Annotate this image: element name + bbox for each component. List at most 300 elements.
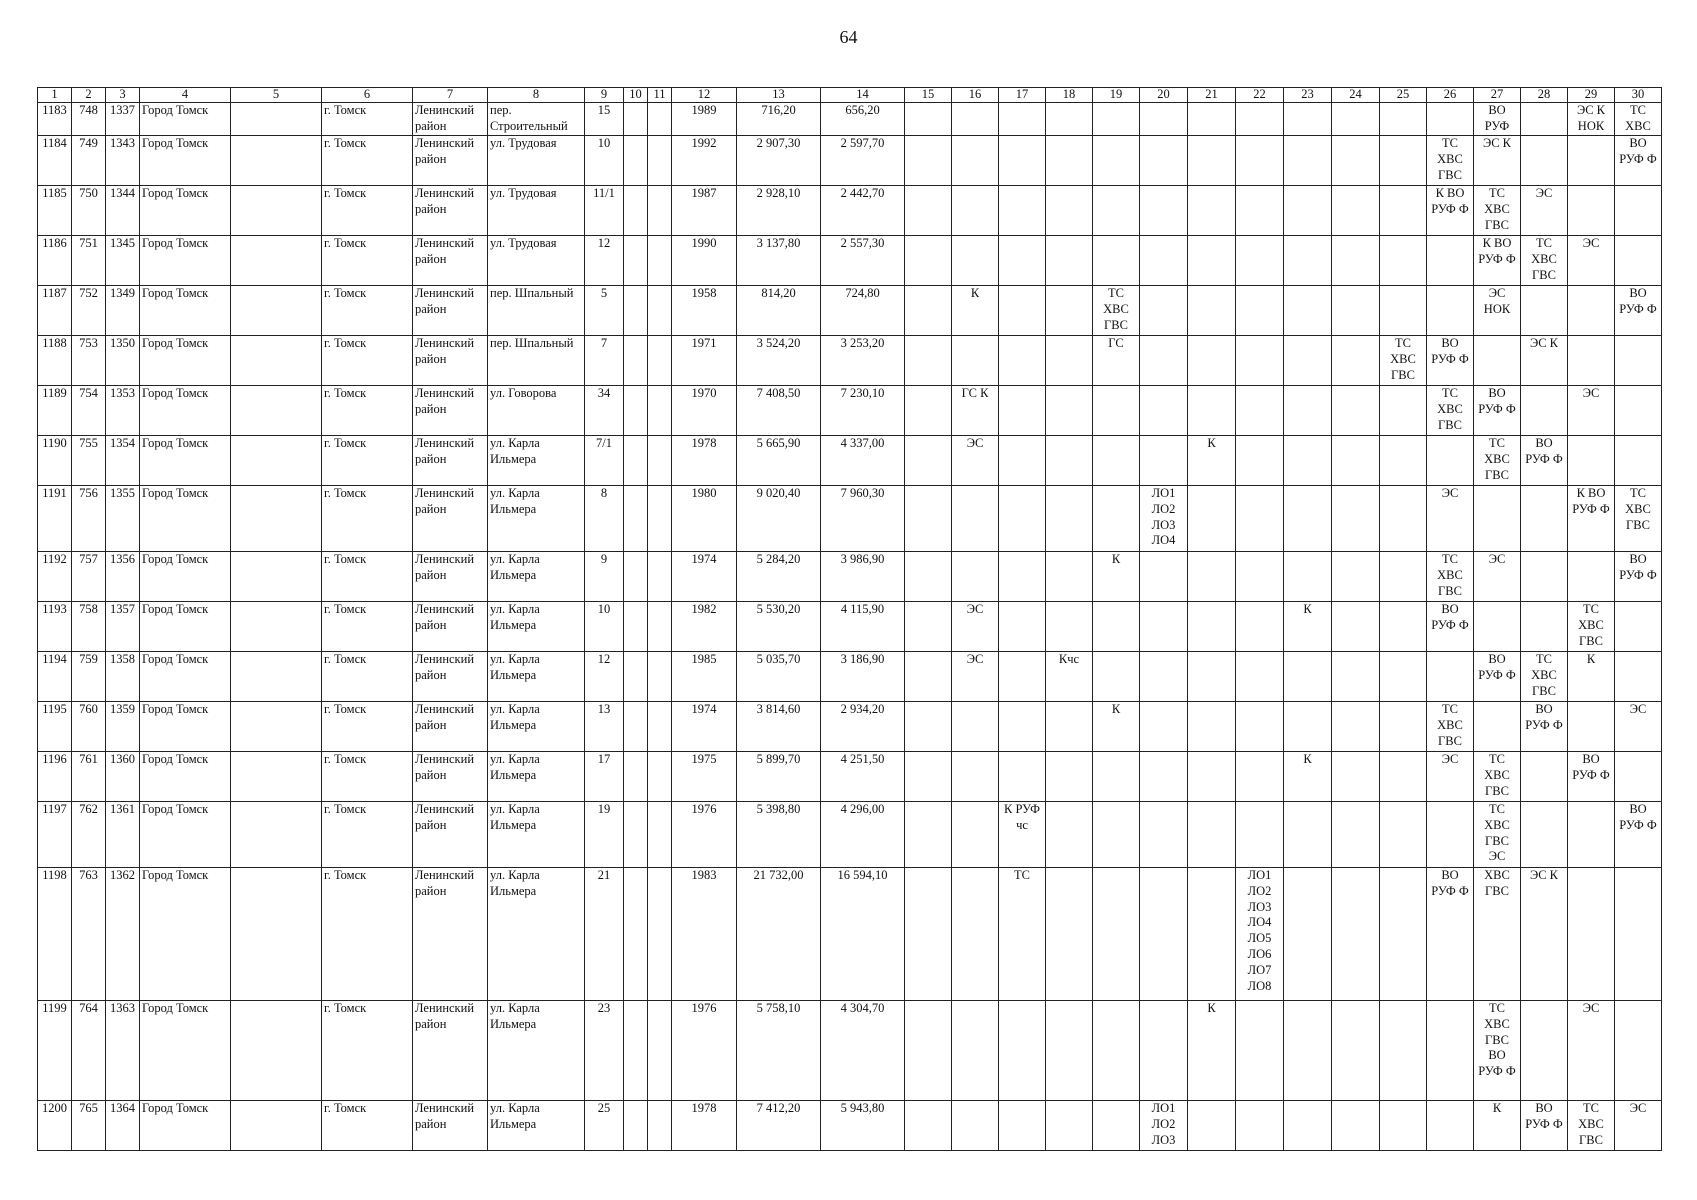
cell-col-4: Город Томск <box>140 802 231 868</box>
column-header-27: 27 <box>1474 88 1521 103</box>
cell-col-5 <box>231 286 322 336</box>
cell-col-7: Ленинский район <box>413 386 488 436</box>
cell-col-30 <box>1615 1001 1662 1101</box>
cell-col-13: 814,20 <box>737 286 821 336</box>
cell-col-23 <box>1284 1101 1332 1151</box>
cell-col-18 <box>1046 552 1093 602</box>
cell-col-3: 1337 <box>106 103 140 136</box>
table-row <box>38 136 1662 186</box>
cell-col-12: 1978 <box>672 1101 737 1151</box>
cell-col-14: 3 186,90 <box>821 652 905 702</box>
cell-col-24 <box>1332 552 1380 602</box>
cell-col-27 <box>1474 602 1521 652</box>
cell-col-8: пер. Шпальный <box>488 286 585 336</box>
cell-col-27: ЭС К <box>1474 136 1521 186</box>
cell-col-25 <box>1380 486 1427 552</box>
cell-col-22 <box>1236 136 1284 186</box>
cell-col-17 <box>999 336 1046 386</box>
column-header-16: 16 <box>952 88 999 103</box>
cell-col-4: Город Томск <box>140 652 231 702</box>
cell-col-14: 3 253,20 <box>821 336 905 386</box>
cell-col-25 <box>1380 386 1427 436</box>
cell-col-27: ТС ХВС ГВС <box>1474 186 1521 236</box>
table-row <box>38 1101 1662 1151</box>
cell-col-13: 5 035,70 <box>737 652 821 702</box>
cell-col-29 <box>1568 186 1615 236</box>
cell-col-5 <box>231 752 322 802</box>
cell-col-3: 1350 <box>106 336 140 386</box>
cell-col-8: ул. Трудовая <box>488 186 585 236</box>
cell-col-25 <box>1380 436 1427 486</box>
cell-col-28 <box>1521 286 1568 336</box>
cell-col-20 <box>1140 802 1188 868</box>
cell-col-27: ЭС НОК <box>1474 286 1521 336</box>
cell-col-21 <box>1188 236 1236 286</box>
cell-col-30 <box>1615 336 1662 386</box>
cell-col-19: К <box>1093 702 1140 752</box>
cell-col-14: 7 960,30 <box>821 486 905 552</box>
cell-col-25 <box>1380 236 1427 286</box>
cell-col-2: 752 <box>72 286 106 336</box>
cell-col-17 <box>999 602 1046 652</box>
cell-col-3: 1355 <box>106 486 140 552</box>
cell-col-30: ЭС <box>1615 702 1662 752</box>
cell-col-21 <box>1188 552 1236 602</box>
cell-col-23 <box>1284 1001 1332 1101</box>
cell-col-1: 1186 <box>38 236 72 286</box>
cell-col-5 <box>231 702 322 752</box>
cell-col-7: Ленинский район <box>413 286 488 336</box>
cell-col-25 <box>1380 1001 1427 1101</box>
cell-col-1: 1197 <box>38 802 72 868</box>
cell-col-24 <box>1332 752 1380 802</box>
cell-col-4: Город Томск <box>140 236 231 286</box>
cell-col-15 <box>905 103 952 136</box>
cell-col-9: 19 <box>585 802 624 868</box>
cell-col-7: Ленинский район <box>413 802 488 868</box>
cell-col-30 <box>1615 652 1662 702</box>
cell-col-11 <box>648 652 672 702</box>
cell-col-10 <box>624 652 648 702</box>
cell-col-20 <box>1140 136 1188 186</box>
cell-col-7: Ленинский район <box>413 486 488 552</box>
cell-col-23 <box>1284 552 1332 602</box>
cell-col-10 <box>624 386 648 436</box>
cell-col-23 <box>1284 436 1332 486</box>
cell-col-13: 9 020,40 <box>737 486 821 552</box>
cell-col-1: 1194 <box>38 652 72 702</box>
cell-col-22 <box>1236 186 1284 236</box>
cell-col-14: 724,80 <box>821 286 905 336</box>
cell-col-22: ЛО1 ЛО2 ЛО3 ЛО4 ЛО5 ЛО6 ЛО7 ЛО8 <box>1236 868 1284 1001</box>
cell-col-16: ГС К <box>952 386 999 436</box>
cell-col-26: К ВО РУФ Ф <box>1427 186 1474 236</box>
cell-col-3: 1361 <box>106 802 140 868</box>
cell-col-12: 1978 <box>672 436 737 486</box>
cell-col-8: ул. Карла Ильмера <box>488 802 585 868</box>
cell-col-22 <box>1236 486 1284 552</box>
cell-col-1: 1183 <box>38 103 72 136</box>
cell-col-26 <box>1427 802 1474 868</box>
cell-col-12: 1983 <box>672 868 737 1001</box>
cell-col-29: К <box>1568 652 1615 702</box>
cell-col-27 <box>1474 486 1521 552</box>
cell-col-11 <box>648 868 672 1001</box>
cell-col-2: 765 <box>72 1101 106 1151</box>
column-header-13: 13 <box>737 88 821 103</box>
cell-col-9: 12 <box>585 652 624 702</box>
cell-col-9: 8 <box>585 486 624 552</box>
cell-col-30 <box>1615 186 1662 236</box>
cell-col-27: ЭС <box>1474 552 1521 602</box>
cell-col-13: 2 907,30 <box>737 136 821 186</box>
cell-col-6: г. Томск <box>322 286 413 336</box>
cell-col-7: Ленинский район <box>413 602 488 652</box>
cell-col-2: 753 <box>72 336 106 386</box>
cell-col-16 <box>952 236 999 286</box>
cell-col-5 <box>231 1001 322 1101</box>
cell-col-7: Ленинский район <box>413 236 488 286</box>
table-row <box>38 486 1662 552</box>
cell-col-6: г. Томск <box>322 103 413 136</box>
cell-col-24 <box>1332 336 1380 386</box>
column-header-23: 23 <box>1284 88 1332 103</box>
cell-col-25 <box>1380 752 1427 802</box>
cell-col-21 <box>1188 386 1236 436</box>
cell-col-2: 754 <box>72 386 106 436</box>
cell-col-28: ЭС К <box>1521 336 1568 386</box>
cell-col-23 <box>1284 136 1332 186</box>
cell-col-9: 17 <box>585 752 624 802</box>
cell-col-30 <box>1615 386 1662 436</box>
cell-col-22 <box>1236 386 1284 436</box>
cell-col-28: ЭС К <box>1521 868 1568 1001</box>
cell-col-9: 12 <box>585 236 624 286</box>
cell-col-16: К <box>952 286 999 336</box>
cell-col-1: 1192 <box>38 552 72 602</box>
cell-col-28: ВО РУФ Ф <box>1521 1101 1568 1151</box>
cell-col-29: ЭС К НОК <box>1568 103 1615 136</box>
cell-col-13: 7 412,20 <box>737 1101 821 1151</box>
cell-col-28 <box>1521 103 1568 136</box>
cell-col-9: 25 <box>585 1101 624 1151</box>
cell-col-9: 15 <box>585 103 624 136</box>
cell-col-17 <box>999 702 1046 752</box>
cell-col-22 <box>1236 802 1284 868</box>
cell-col-5 <box>231 802 322 868</box>
cell-col-13: 21 732,00 <box>737 868 821 1001</box>
cell-col-13: 3 524,20 <box>737 336 821 386</box>
cell-col-12: 1982 <box>672 602 737 652</box>
cell-col-28: ВО РУФ Ф <box>1521 702 1568 752</box>
cell-col-30: ТС ХВС <box>1615 103 1662 136</box>
cell-col-8: ул. Трудовая <box>488 136 585 186</box>
cell-col-6: г. Томск <box>322 386 413 436</box>
cell-col-20 <box>1140 103 1188 136</box>
cell-col-6: г. Томск <box>322 802 413 868</box>
cell-col-12: 1980 <box>672 486 737 552</box>
cell-col-10 <box>624 336 648 386</box>
cell-col-24 <box>1332 602 1380 652</box>
cell-col-4: Город Томск <box>140 286 231 336</box>
cell-col-16 <box>952 486 999 552</box>
cell-col-15 <box>905 186 952 236</box>
cell-col-30: ВО РУФ Ф <box>1615 136 1662 186</box>
column-header-20: 20 <box>1140 88 1188 103</box>
cell-col-29: ЭС <box>1568 1001 1615 1101</box>
cell-col-9: 7 <box>585 336 624 386</box>
cell-col-30 <box>1615 868 1662 1001</box>
cell-col-19 <box>1093 1001 1140 1101</box>
cell-col-29 <box>1568 136 1615 186</box>
cell-col-7: Ленинский район <box>413 552 488 602</box>
cell-col-13: 5 398,80 <box>737 802 821 868</box>
cell-col-1: 1187 <box>38 286 72 336</box>
cell-col-2: 763 <box>72 868 106 1001</box>
cell-col-27: ВО РУФ Ф <box>1474 386 1521 436</box>
cell-col-13: 716,20 <box>737 103 821 136</box>
cell-col-9: 10 <box>585 136 624 186</box>
cell-col-14: 4 304,70 <box>821 1001 905 1101</box>
cell-col-1: 1190 <box>38 436 72 486</box>
cell-col-8: ул. Карла Ильмера <box>488 552 585 602</box>
cell-col-30 <box>1615 236 1662 286</box>
column-header-21: 21 <box>1188 88 1236 103</box>
column-header-26: 26 <box>1427 88 1474 103</box>
cell-col-11 <box>648 436 672 486</box>
cell-col-15 <box>905 602 952 652</box>
cell-col-23: К <box>1284 752 1332 802</box>
cell-col-4: Город Томск <box>140 486 231 552</box>
cell-col-8: пер. Шпальный <box>488 336 585 386</box>
cell-col-21 <box>1188 802 1236 868</box>
cell-col-15 <box>905 236 952 286</box>
cell-col-3: 1363 <box>106 1001 140 1101</box>
cell-col-5 <box>231 336 322 386</box>
cell-col-5 <box>231 236 322 286</box>
cell-col-4: Город Томск <box>140 552 231 602</box>
cell-col-24 <box>1332 236 1380 286</box>
cell-col-21 <box>1188 752 1236 802</box>
column-header-3: 3 <box>106 88 140 103</box>
cell-col-25 <box>1380 186 1427 236</box>
cell-col-5 <box>231 103 322 136</box>
cell-col-17: ТС <box>999 868 1046 1001</box>
cell-col-24 <box>1332 436 1380 486</box>
cell-col-3: 1364 <box>106 1101 140 1151</box>
cell-col-7: Ленинский район <box>413 1001 488 1101</box>
cell-col-4: Город Томск <box>140 702 231 752</box>
cell-col-21 <box>1188 702 1236 752</box>
cell-col-6: г. Томск <box>322 868 413 1001</box>
cell-col-19 <box>1093 652 1140 702</box>
cell-col-10 <box>624 1001 648 1101</box>
table-row <box>38 286 1662 336</box>
cell-col-21 <box>1188 336 1236 386</box>
table-row <box>38 802 1662 868</box>
cell-col-9: 11/1 <box>585 186 624 236</box>
cell-col-19 <box>1093 436 1140 486</box>
cell-col-25 <box>1380 552 1427 602</box>
cell-col-30 <box>1615 436 1662 486</box>
cell-col-16 <box>952 136 999 186</box>
cell-col-18 <box>1046 103 1093 136</box>
cell-col-23 <box>1284 702 1332 752</box>
cell-col-30: ТС ХВС ГВС <box>1615 486 1662 552</box>
cell-col-6: г. Томск <box>322 236 413 286</box>
column-header-5: 5 <box>231 88 322 103</box>
cell-col-26: ТС ХВС ГВС <box>1427 702 1474 752</box>
cell-col-17 <box>999 236 1046 286</box>
cell-col-20 <box>1140 236 1188 286</box>
cell-col-27: К <box>1474 1101 1521 1151</box>
cell-col-10 <box>624 802 648 868</box>
cell-col-10 <box>624 552 648 602</box>
cell-col-14: 656,20 <box>821 103 905 136</box>
cell-col-8: ул. Карла Ильмера <box>488 868 585 1001</box>
cell-col-2: 748 <box>72 103 106 136</box>
cell-col-12: 1974 <box>672 702 737 752</box>
cell-col-20 <box>1140 186 1188 236</box>
cell-col-23 <box>1284 386 1332 436</box>
cell-col-11 <box>648 1001 672 1101</box>
cell-col-2: 758 <box>72 602 106 652</box>
cell-col-6: г. Томск <box>322 1101 413 1151</box>
cell-col-26 <box>1427 1101 1474 1151</box>
cell-col-11 <box>648 236 672 286</box>
table-row <box>38 702 1662 752</box>
cell-col-18 <box>1046 136 1093 186</box>
cell-col-7: Ленинский район <box>413 103 488 136</box>
table-row <box>38 1001 1662 1101</box>
cell-col-14: 7 230,10 <box>821 386 905 436</box>
cell-col-4: Город Томск <box>140 868 231 1001</box>
cell-col-28: ЭС <box>1521 186 1568 236</box>
cell-col-28 <box>1521 136 1568 186</box>
cell-col-12: 1971 <box>672 336 737 386</box>
cell-col-10 <box>624 186 648 236</box>
cell-col-21 <box>1188 868 1236 1001</box>
cell-col-15 <box>905 752 952 802</box>
cell-col-24 <box>1332 486 1380 552</box>
cell-col-6: г. Томск <box>322 486 413 552</box>
table-row <box>38 436 1662 486</box>
cell-col-29 <box>1568 286 1615 336</box>
cell-col-18 <box>1046 236 1093 286</box>
table-row <box>38 186 1662 236</box>
cell-col-2: 749 <box>72 136 106 186</box>
cell-col-5 <box>231 868 322 1001</box>
cell-col-5 <box>231 186 322 236</box>
cell-col-6: г. Томск <box>322 702 413 752</box>
column-header-19: 19 <box>1093 88 1140 103</box>
cell-col-15 <box>905 1001 952 1101</box>
column-header-15: 15 <box>905 88 952 103</box>
cell-col-19 <box>1093 136 1140 186</box>
cell-col-20 <box>1140 386 1188 436</box>
cell-col-1: 1195 <box>38 702 72 752</box>
cell-col-6: г. Томск <box>322 652 413 702</box>
cell-col-27: К ВО РУФ Ф <box>1474 236 1521 286</box>
cell-col-28 <box>1521 802 1568 868</box>
cell-col-13: 7 408,50 <box>737 386 821 436</box>
cell-col-13: 3 137,80 <box>737 236 821 286</box>
cell-col-29 <box>1568 336 1615 386</box>
cell-col-26: ЭС <box>1427 752 1474 802</box>
cell-col-10 <box>624 752 648 802</box>
cell-col-5 <box>231 602 322 652</box>
cell-col-1: 1189 <box>38 386 72 436</box>
cell-col-23 <box>1284 236 1332 286</box>
cell-col-25 <box>1380 652 1427 702</box>
cell-col-3: 1354 <box>106 436 140 486</box>
cell-col-21 <box>1188 286 1236 336</box>
cell-col-16 <box>952 336 999 386</box>
cell-col-25: ТС ХВС ГВС <box>1380 336 1427 386</box>
cell-col-6: г. Томск <box>322 752 413 802</box>
cell-col-19 <box>1093 752 1140 802</box>
cell-col-1: 1184 <box>38 136 72 186</box>
cell-col-2: 756 <box>72 486 106 552</box>
cell-col-26 <box>1427 652 1474 702</box>
cell-col-28 <box>1521 752 1568 802</box>
cell-col-1: 1185 <box>38 186 72 236</box>
cell-col-6: г. Томск <box>322 436 413 486</box>
cell-col-27: ТС ХВС ГВС ВО РУФ Ф <box>1474 1001 1521 1101</box>
cell-col-15 <box>905 552 952 602</box>
cell-col-19 <box>1093 868 1140 1001</box>
cell-col-20 <box>1140 602 1188 652</box>
cell-col-12: 1992 <box>672 136 737 186</box>
column-header-25: 25 <box>1380 88 1427 103</box>
cell-col-14: 4 337,00 <box>821 436 905 486</box>
cell-col-4: Город Томск <box>140 386 231 436</box>
cell-col-29 <box>1568 868 1615 1001</box>
cell-col-26: ТС ХВС ГВС <box>1427 386 1474 436</box>
cell-col-12: 1975 <box>672 752 737 802</box>
cell-col-28: ТС ХВС ГВС <box>1521 236 1568 286</box>
cell-col-24 <box>1332 103 1380 136</box>
cell-col-17 <box>999 136 1046 186</box>
cell-col-24 <box>1332 652 1380 702</box>
cell-col-25 <box>1380 286 1427 336</box>
cell-col-26: ТС ХВС ГВС <box>1427 136 1474 186</box>
cell-col-14: 16 594,10 <box>821 868 905 1001</box>
column-header-12: 12 <box>672 88 737 103</box>
cell-col-28 <box>1521 486 1568 552</box>
cell-col-12: 1990 <box>672 236 737 286</box>
cell-col-8: ул. Карла Ильмера <box>488 1001 585 1101</box>
cell-col-2: 764 <box>72 1001 106 1101</box>
column-header-10: 10 <box>624 88 648 103</box>
cell-col-23 <box>1284 486 1332 552</box>
cell-col-12: 1985 <box>672 652 737 702</box>
cell-col-16 <box>952 1101 999 1151</box>
cell-col-4: Город Томск <box>140 186 231 236</box>
cell-col-14: 2 597,70 <box>821 136 905 186</box>
cell-col-9: 23 <box>585 1001 624 1101</box>
cell-col-17 <box>999 286 1046 336</box>
cell-col-12: 1976 <box>672 1001 737 1101</box>
cell-col-11 <box>648 1101 672 1151</box>
cell-col-27 <box>1474 336 1521 386</box>
cell-col-3: 1353 <box>106 386 140 436</box>
cell-col-17 <box>999 436 1046 486</box>
column-header-2: 2 <box>72 88 106 103</box>
cell-col-30: ВО РУФ Ф <box>1615 802 1662 868</box>
cell-col-16: ЭС <box>952 652 999 702</box>
cell-col-23 <box>1284 186 1332 236</box>
